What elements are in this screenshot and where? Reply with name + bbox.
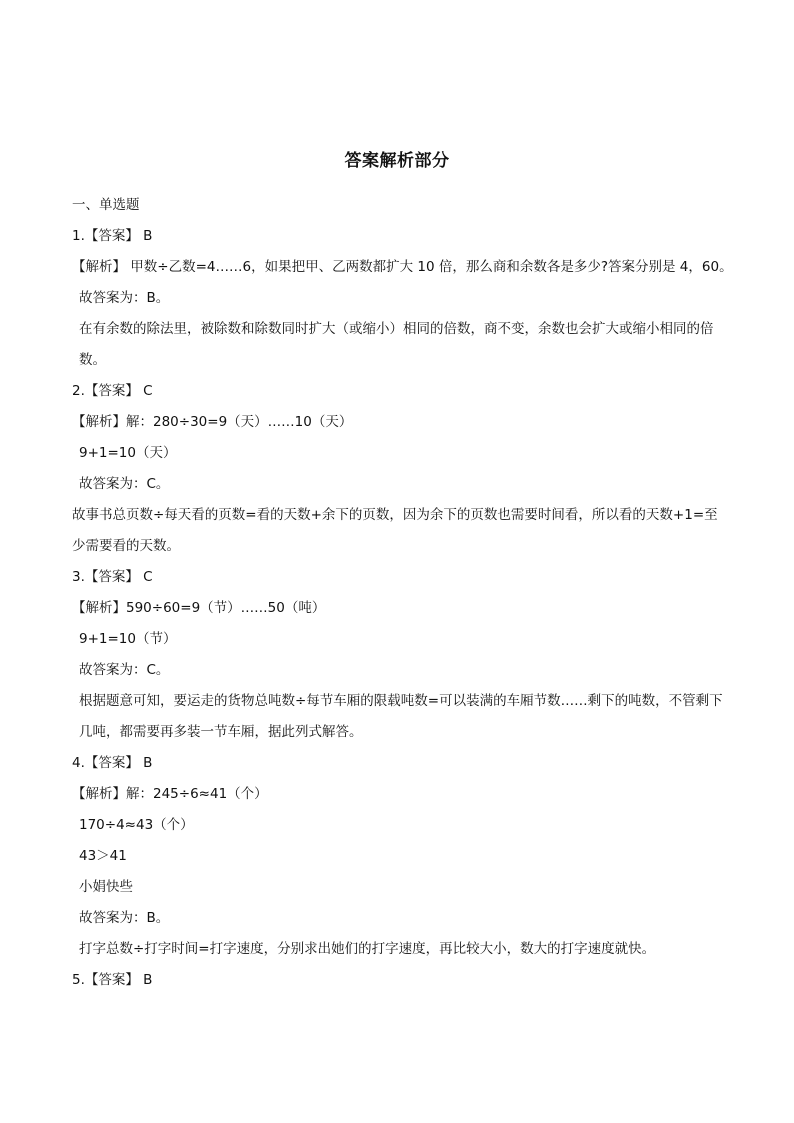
q3-note: 根据题意可知，要运走的货物总吨数÷每节车厢的限载吨数=可以装满的车厢节数……剩下的吨数，不管剩下几吨，都需要再多装一节车厢，据此列式解答。 <box>79 693 723 740</box>
q5-answer: 5.【答案】 B <box>72 972 153 988</box>
q1-analysis: 【解析】 甲数÷乙数=4……6，如果把甲、乙两数都扩大 10 倍，那么商和余数各是多少?答案分别是 4，60。 <box>72 259 733 275</box>
q1-conclusion: 故答案为：B。 <box>79 290 170 306</box>
q4-note: 打字总数÷打字时间=打字速度，分别求出她们的打字速度，再比较大小，数大的打字速度就快。 <box>79 941 656 957</box>
q4-step-3: 小娟快些 <box>79 879 133 895</box>
q3-answer: 3.【答案】 C <box>72 569 153 585</box>
q4-step-2: 43＞41 <box>79 848 127 864</box>
q1-answer: 1.【答案】 B <box>72 228 153 244</box>
q3-step: 9+1=10（节） <box>79 631 177 647</box>
q2-note: 故事书总页数÷每天看的页数=看的天数+余下的页数，因为余下的页数也需要时间看，所以看的天数+1=至少需要看的天数。 <box>72 507 718 554</box>
q2-conclusion: 故答案为：C。 <box>79 476 170 492</box>
q3-conclusion: 故答案为：C。 <box>79 662 170 678</box>
q2-analysis: 【解析】解：280÷30=9（天）……10（天） <box>72 414 353 430</box>
q1-note: 在有余数的除法里，被除数和除数同时扩大（或缩小）相同的倍数，商不变，余数也会扩大或缩小相同的倍数。 <box>79 321 714 368</box>
q4-answer: 4.【答案】 B <box>72 755 153 771</box>
q4-analysis: 【解析】解：245÷6≈41（个） <box>72 786 268 802</box>
page-title: 答案解析部分 <box>344 151 450 171</box>
q4-conclusion: 故答案为：B。 <box>79 910 170 926</box>
section-heading: 一、单选题 <box>72 197 140 213</box>
answer-content <box>72 190 733 996</box>
q4-step-1: 170÷4≈43（个） <box>79 817 194 833</box>
q2-answer: 2.【答案】 C <box>72 383 153 399</box>
q3-analysis: 【解析】590÷60=9（节）……50（吨） <box>72 600 326 616</box>
q2-step: 9+1=10（天） <box>79 445 177 461</box>
